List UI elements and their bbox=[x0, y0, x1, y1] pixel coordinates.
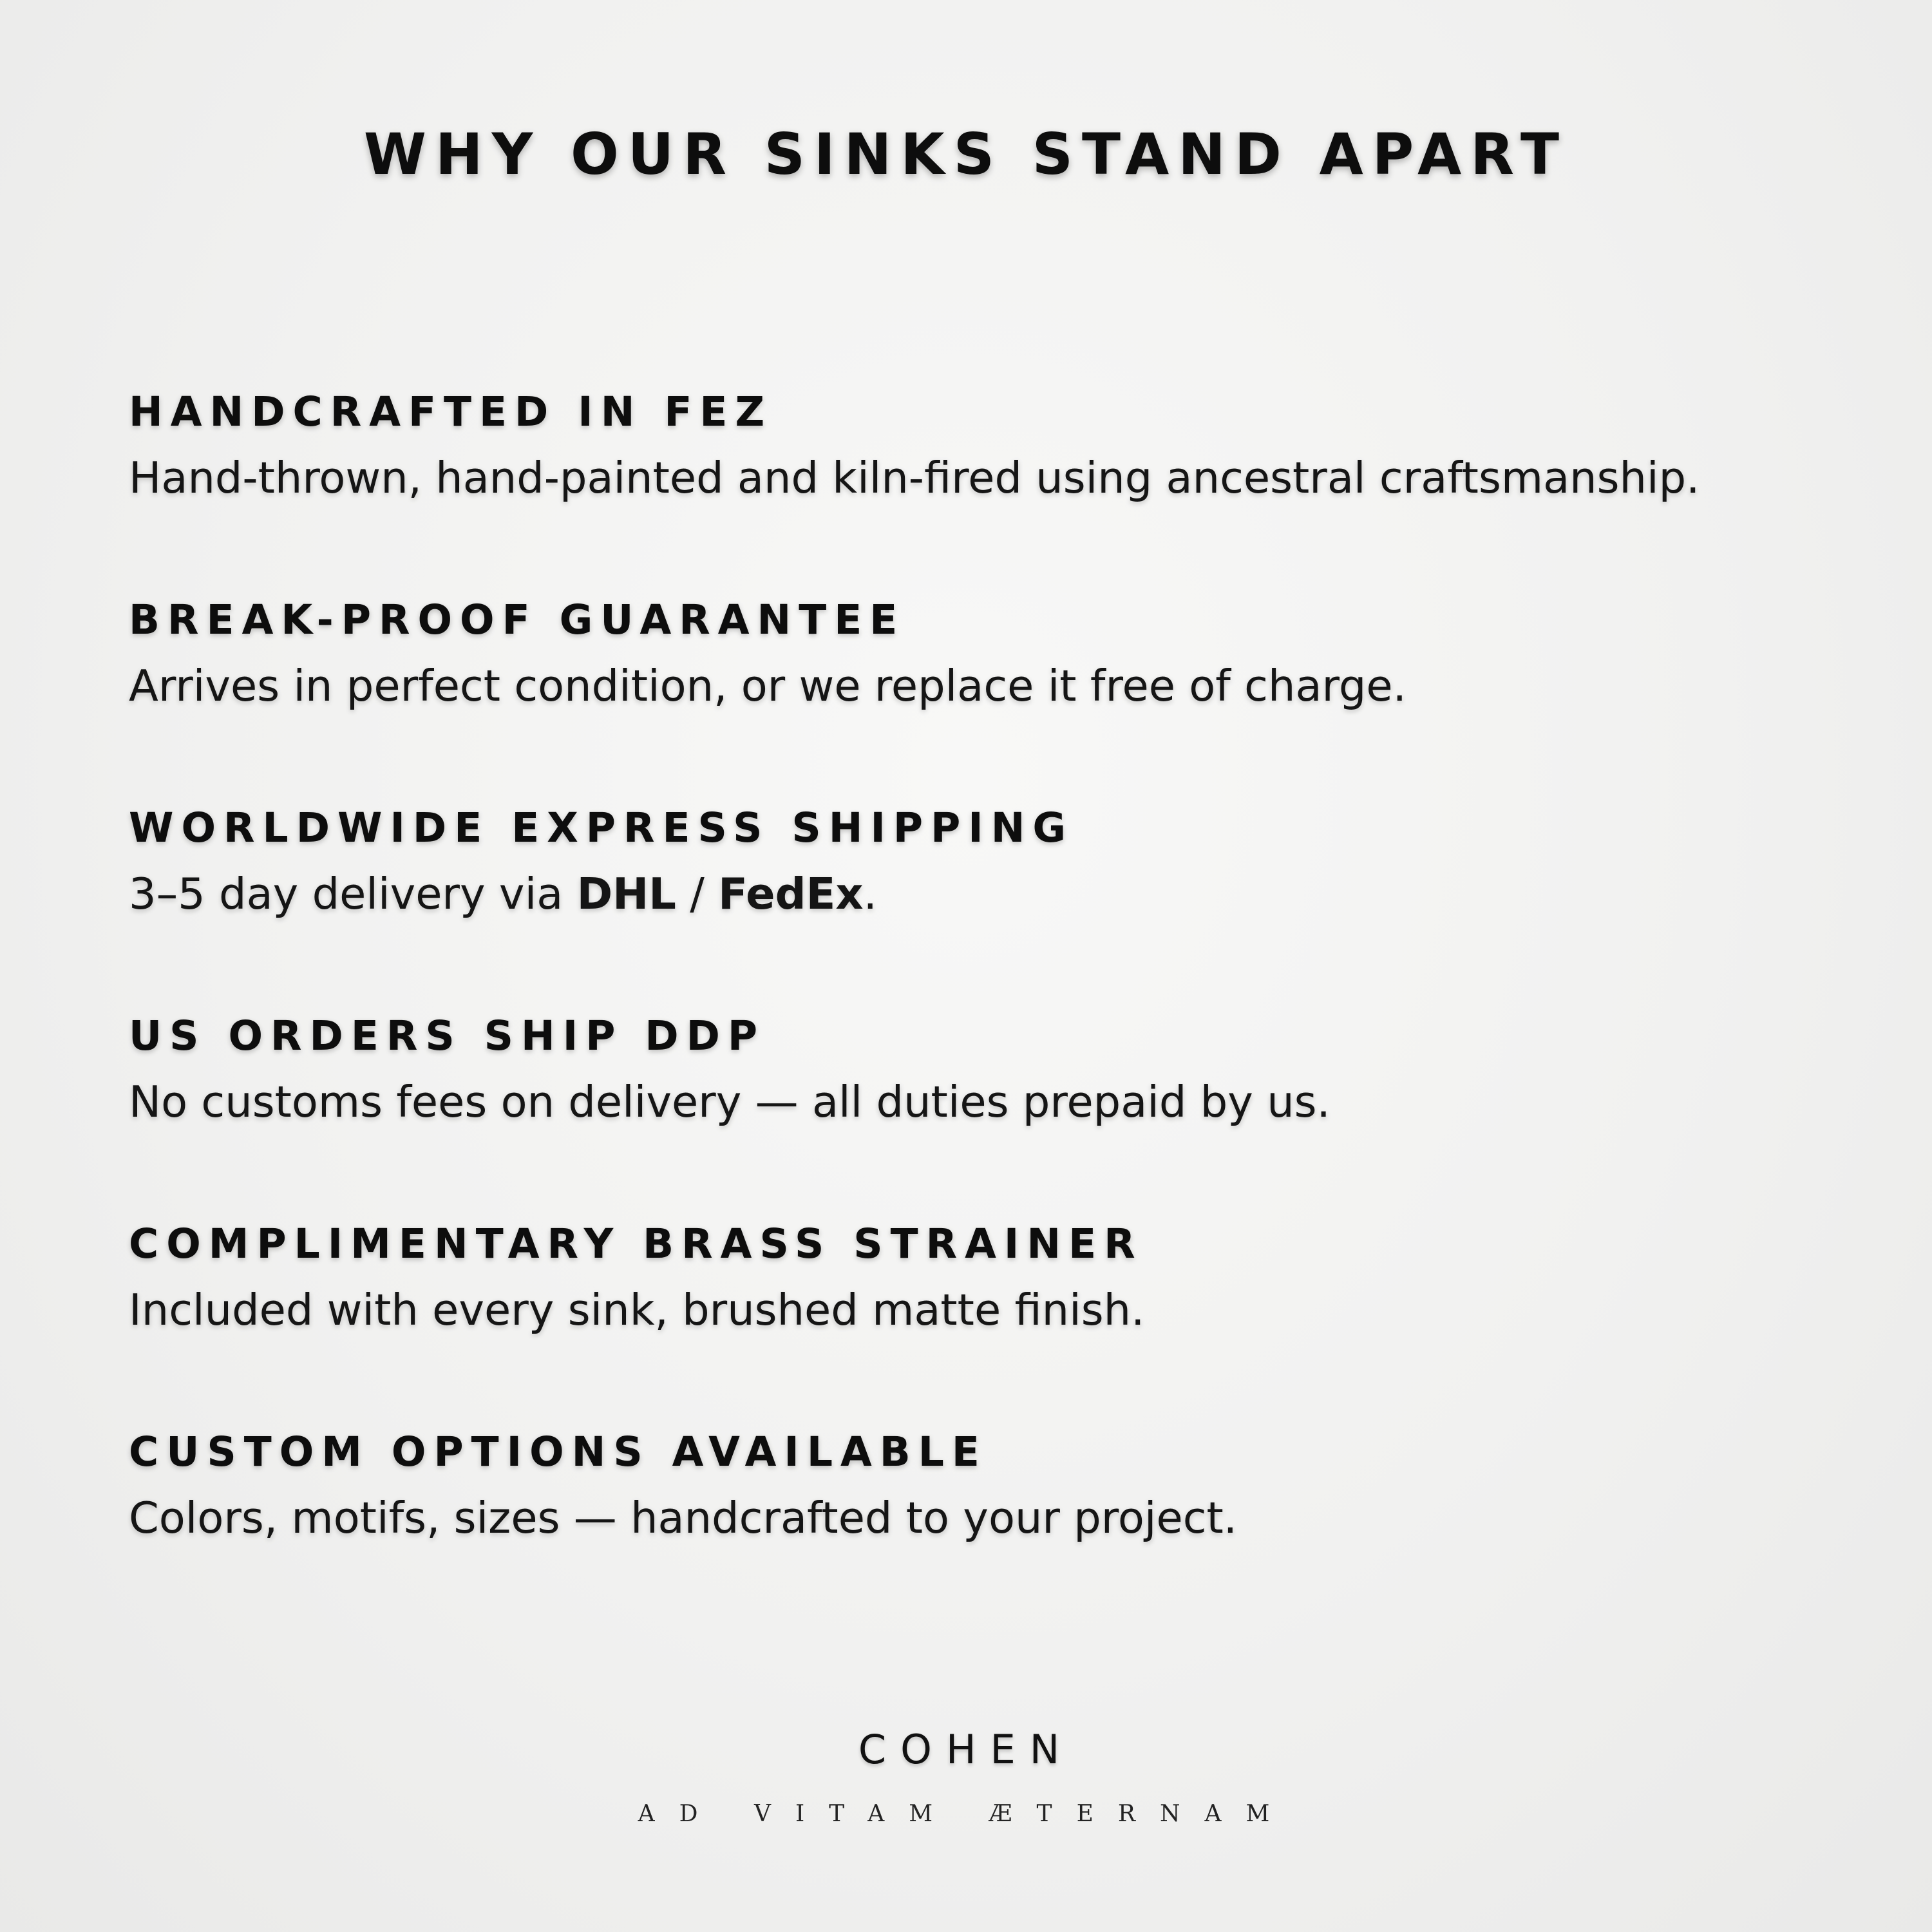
delivery-text: 3–5 day delivery via bbox=[129, 869, 577, 919]
feature-heading: COMPLIMENTARY BRASS STRAINER bbox=[129, 1220, 1143, 1267]
feature-description: No customs fees on delivery — all duties prepaid by us. bbox=[129, 1077, 1331, 1127]
feature-heading: US ORDERS SHIP DDP bbox=[129, 1012, 766, 1059]
feature-description: Included with every sink, brushed matte finish. bbox=[129, 1285, 1145, 1335]
feature-description: Colors, motifs, sizes — handcrafted to your project. bbox=[129, 1493, 1238, 1543]
feature-item-ddp bbox=[129, 1010, 1868, 1218]
brand-tagline: AD VITAM ÆTERNAM bbox=[638, 1801, 1294, 1827]
feature-description: Arrives in perfect condition, or we replace it free of charge. bbox=[129, 661, 1406, 711]
page-title: WHY OUR SINKS STAND APART bbox=[363, 121, 1569, 187]
brand-name: COHEN bbox=[858, 1726, 1074, 1773]
carrier-fedex: FedEx bbox=[718, 869, 864, 919]
feature-heading: CUSTOM OPTIONS AVAILABLE bbox=[129, 1428, 987, 1475]
feature-item-shipping bbox=[129, 802, 1868, 1010]
feature-list bbox=[129, 386, 1868, 1634]
carrier-dhl: DHL bbox=[576, 869, 676, 919]
feature-heading: BREAK-PROOF GUARANTEE bbox=[129, 596, 905, 643]
feature-heading: HANDCRAFTED IN FEZ bbox=[129, 388, 773, 435]
delivery-suffix: . bbox=[863, 869, 877, 919]
feature-item-custom bbox=[129, 1426, 1868, 1634]
feature-item-guarantee bbox=[129, 594, 1868, 802]
feature-item-handcrafted bbox=[129, 386, 1868, 594]
feature-description: Hand-thrown, hand-painted and kiln-fired using ancestral craftsmanship. bbox=[129, 453, 1700, 503]
carrier-separator: / bbox=[676, 869, 719, 919]
feature-item-strainer bbox=[129, 1218, 1868, 1426]
feature-heading: WORLDWIDE EXPRESS SHIPPING bbox=[129, 804, 1074, 851]
feature-description bbox=[129, 867, 1868, 921]
